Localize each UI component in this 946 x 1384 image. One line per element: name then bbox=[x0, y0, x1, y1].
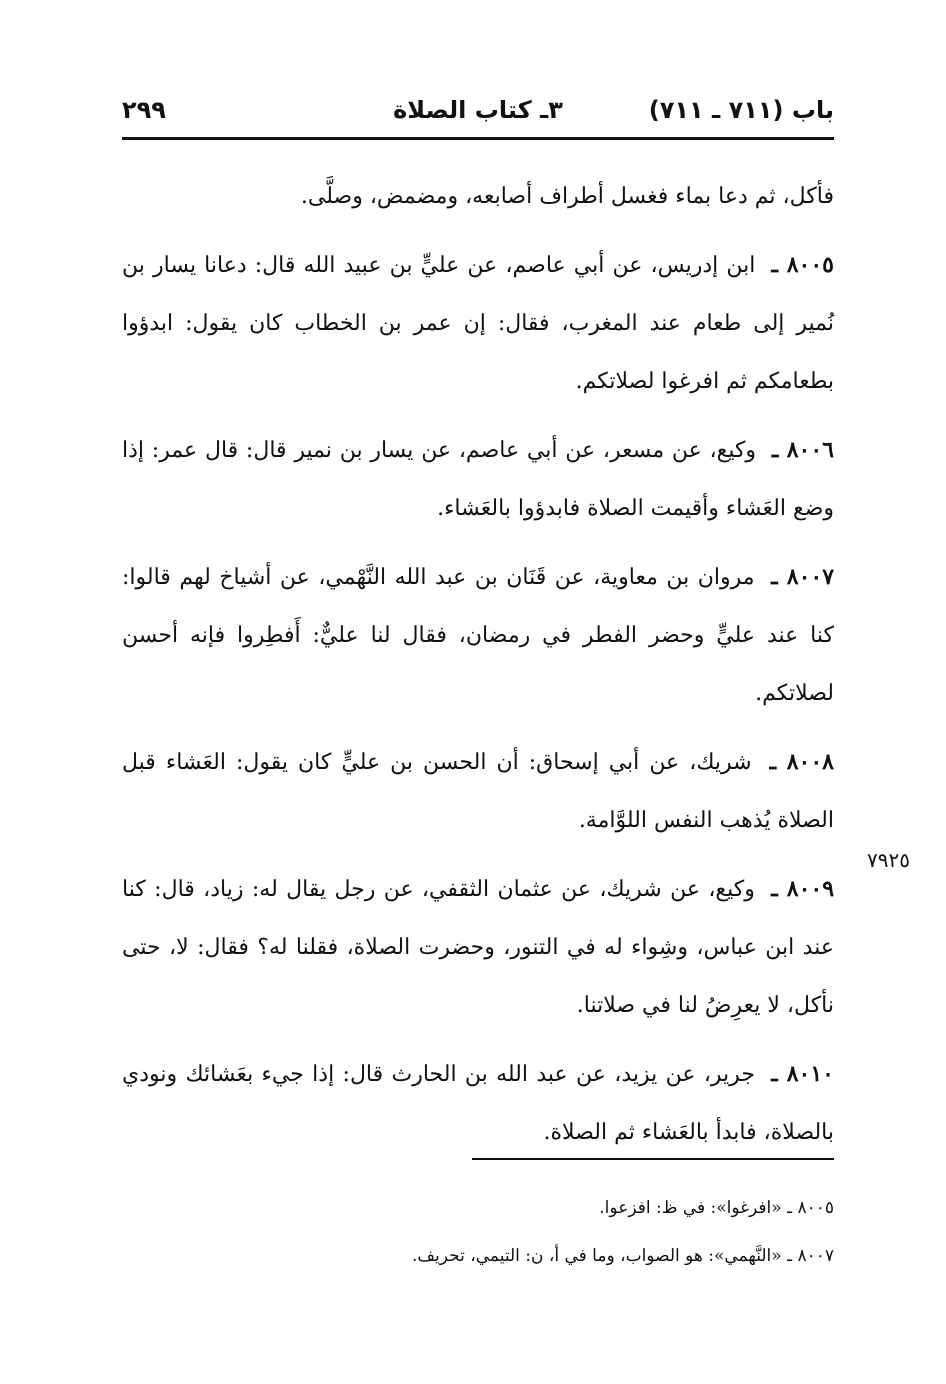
footnotes bbox=[122, 1184, 834, 1280]
footnote: ٨٠٠٥ ـ «افرغوا»: في ظ: افزعوا. bbox=[599, 1198, 834, 1218]
header-rule bbox=[122, 137, 834, 140]
paragraph-text: فأكل، ثم دعا بماء فغسل أطراف أصابعه، ومضمض، وصلَّى. bbox=[300, 184, 834, 209]
hadith-number: ٨٠٠٧ ـ bbox=[771, 564, 835, 590]
hadith-text: وكيع، عن مسعر، عن أبي عاصم، عن يسار بن نمير قال: قال عمر: إذا وضع العَشاء وأقيمت الصلاة فابدؤوا بالعَشاء. bbox=[122, 438, 834, 521]
hadith-8009 bbox=[122, 860, 834, 1035]
hadith-8005 bbox=[122, 236, 834, 411]
hadith-8008 bbox=[122, 733, 834, 850]
book-title: ٣ـ كتاب الصلاة bbox=[393, 96, 563, 124]
running-header bbox=[122, 92, 834, 132]
hadith-text: ابن إدريس، عن أبي عاصم، عن عليٍّ بن عبيد الله قال: دعانا يسار بن نُمير إلى طعام عند المغرب، فقال: إن عمر بن الخطاب كان يقول: ابدؤوا بطعامكم ثم افرغوا لصلاتكم. bbox=[122, 253, 834, 394]
hadith-number: ٨٠٠٩ ـ bbox=[771, 876, 835, 902]
hadith-text: وكيع، عن شريك، عن عثمان الثقفي، عن رجل يقال له: زياد، قال: كنا عند ابن عباس، وشِواء له في التنور، وحضرت الصلاة، فقلنا له؟ فقال: لا، حتى نأكل، لا يعرِضُ لنا في صلاتنا. bbox=[122, 877, 834, 1018]
footnote-rule bbox=[472, 1158, 834, 1160]
hadith-number: ٨٠١٠ ـ bbox=[771, 1061, 834, 1087]
footnote: ٨٠٠٧ ـ «النَّهمي»: هو الصواب، وما في أ، ن: التيمي، تحريف. bbox=[411, 1246, 834, 1266]
hadith-8007 bbox=[122, 548, 834, 723]
page-number: ٢٩٩ bbox=[122, 96, 166, 124]
hadith-number: ٨٠٠٦ ـ bbox=[771, 437, 834, 463]
paragraph bbox=[122, 168, 834, 226]
margin-number: ٧٩٢٥ bbox=[867, 848, 910, 872]
hadith-8006 bbox=[122, 421, 834, 538]
hadith-number: ٨٠٠٨ ـ bbox=[769, 749, 834, 775]
chapter-title: باب (٧١١ ـ ٧١١) bbox=[648, 96, 834, 124]
hadith-text: مروان بن معاوية، عن قَنَان بن عبد الله النَّهْمي، عن أشياخ لهم قالوا: كنا عند عليٍّ وحضر الفطر في رمضان، فقال لنا عليٌّ: أَفطِروا فإنه أحسن لصلاتكم. bbox=[122, 565, 834, 706]
hadith-8010 bbox=[122, 1045, 834, 1162]
hadith-number: ٨٠٠٥ ـ bbox=[771, 252, 834, 278]
hadith-text: جرير، عن يزيد، عن عبد الله بن الحارث قال: إذا جيء بعَشائك ونودي بالصلاة، فابدأ بالعَشاء ثم الصلاة. bbox=[122, 1062, 834, 1145]
main-text bbox=[122, 168, 834, 1172]
hadith-text: شريك، عن أبي إسحاق: أن الحسن بن عليٍّ كان يقول: العَشاء قبل الصلاة يُذهب النفس اللوَّامة. bbox=[122, 750, 834, 833]
